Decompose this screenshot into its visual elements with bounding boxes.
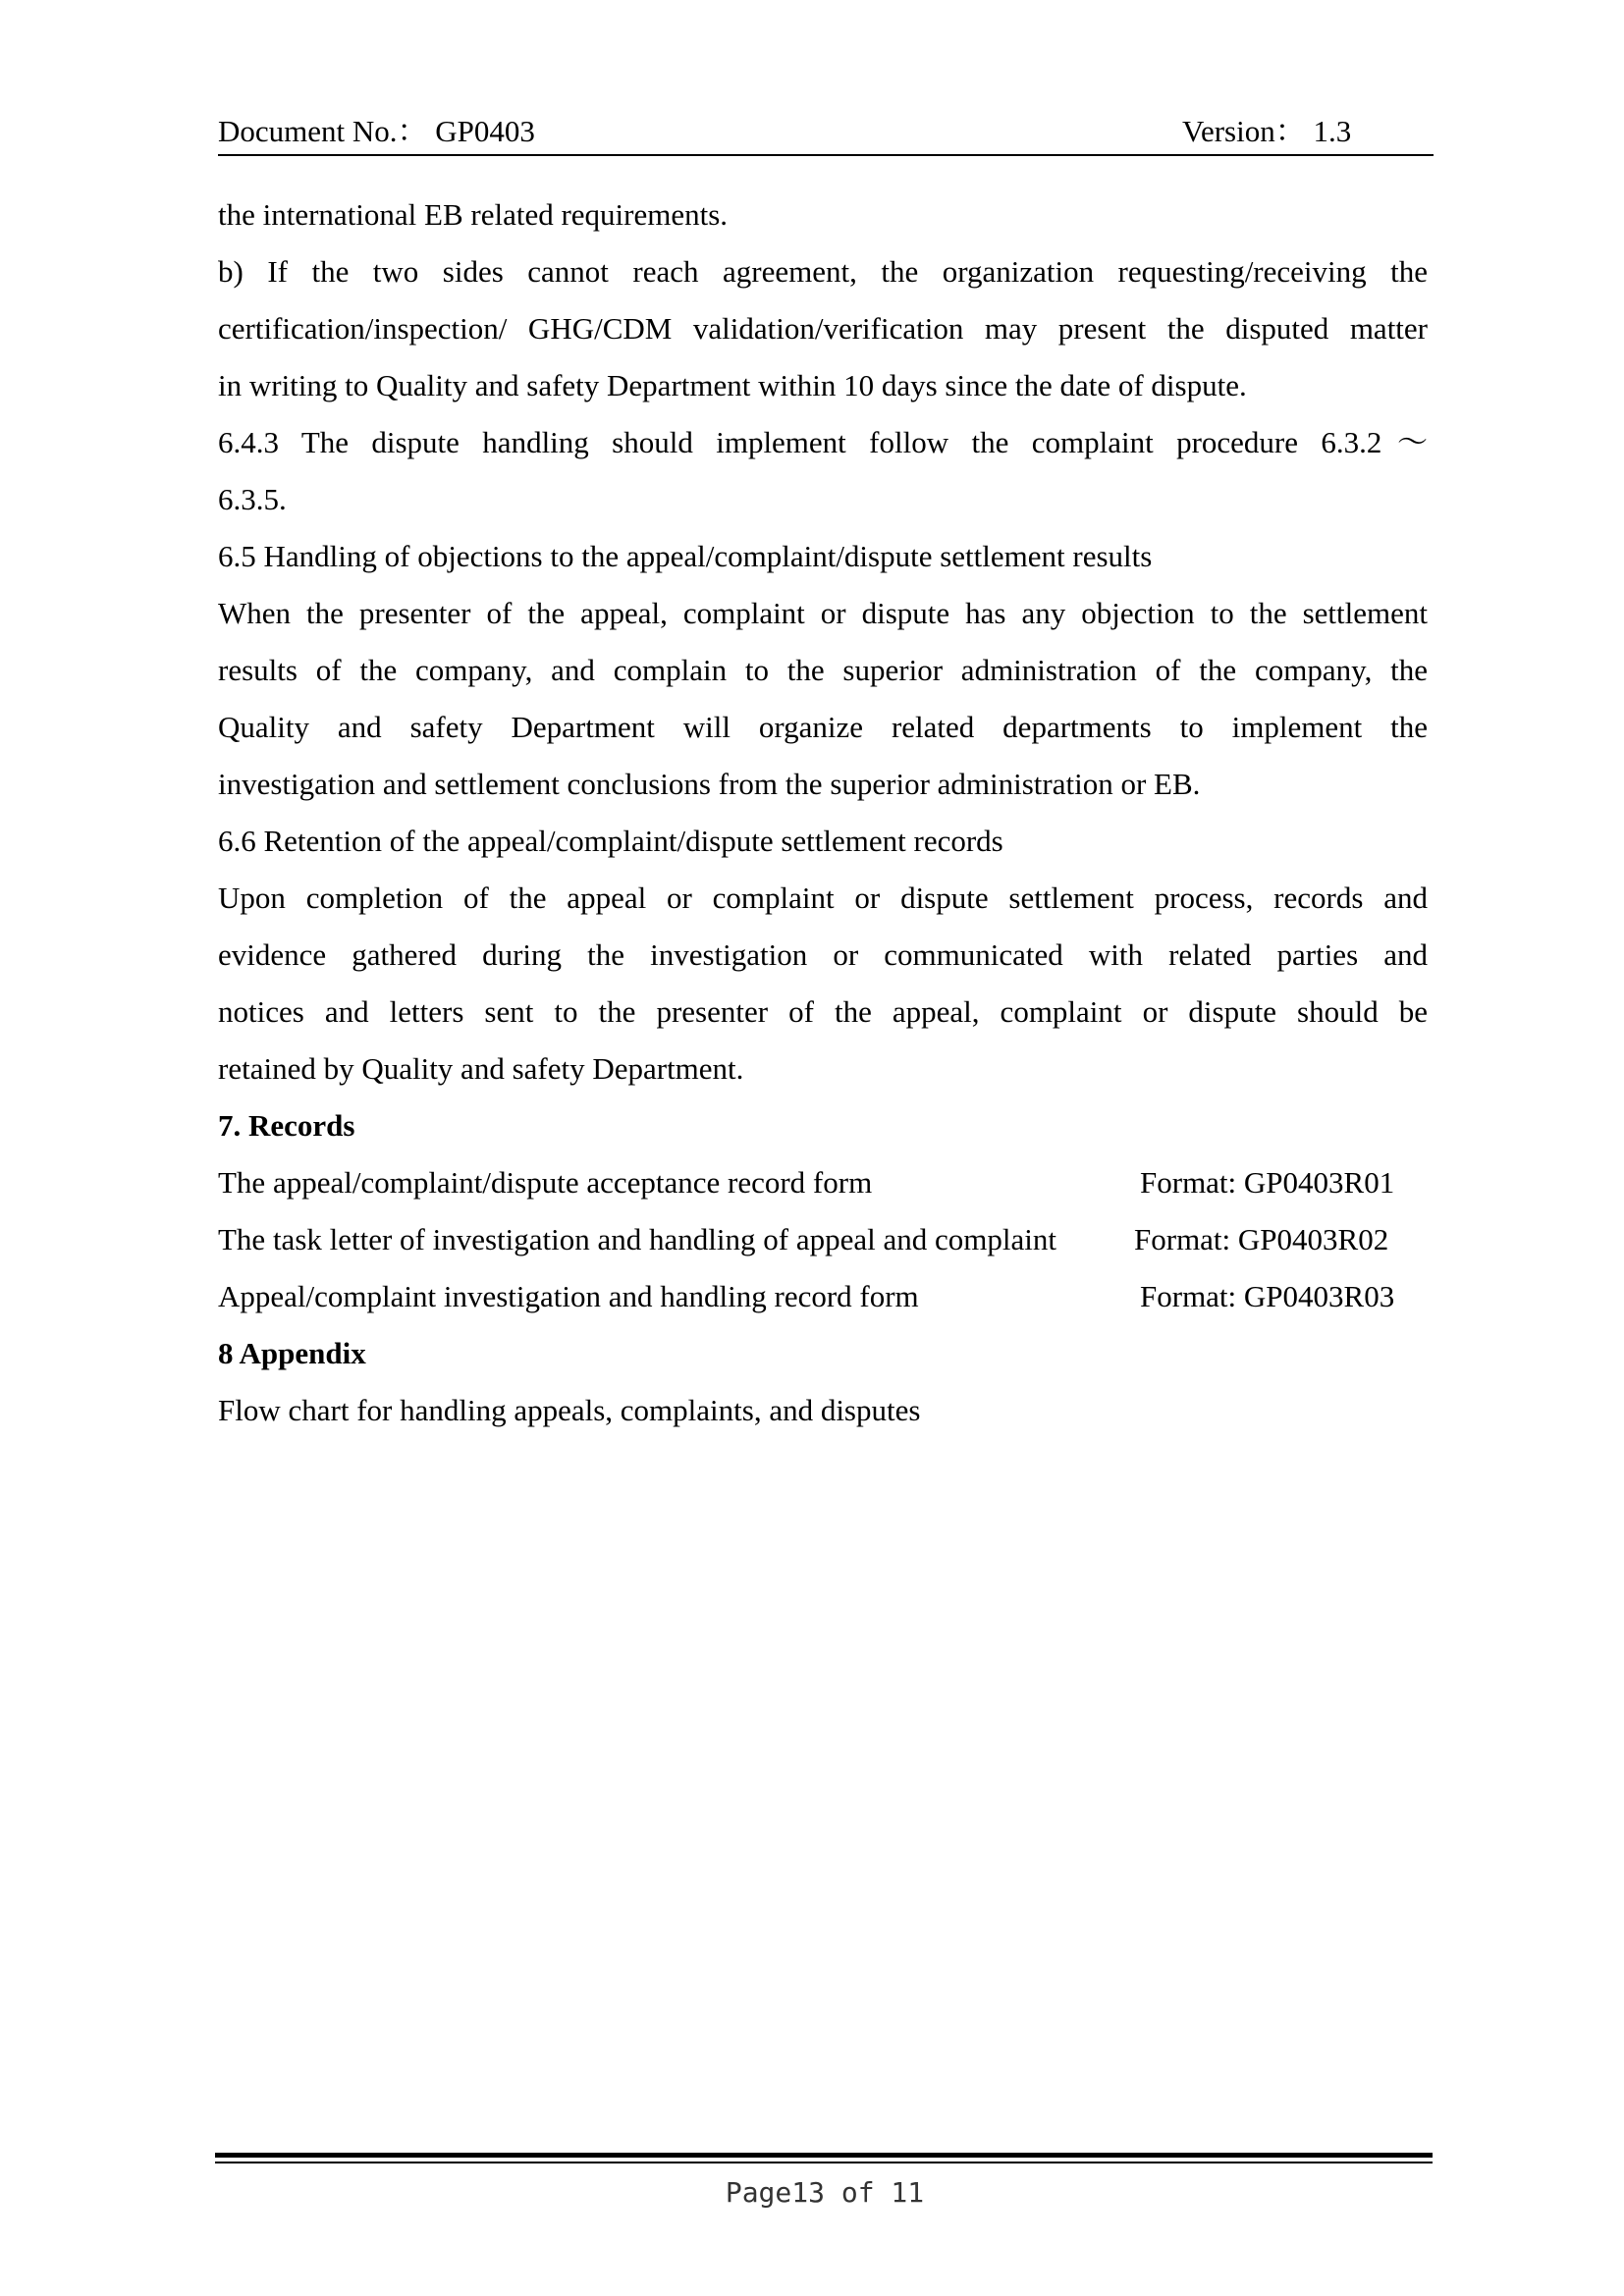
record-format: Format: GP0403R02 [1134,1222,1389,1256]
records-heading: 7. Records [218,1108,355,1143]
body-line: evidence gathered during the investigation or communicated with related parties and [218,937,1428,972]
body-line: the international EB related requirements. [218,197,729,232]
body-line: certification/inspection/ GHG/CDM validation/verification may present the disputed matter [218,311,1428,346]
body-line: notices and letters sent to the presenter of the appeal, complaint or dispute should be [218,994,1428,1029]
body-line: results of the company, and complain to the superior administration of the company, the [218,653,1428,687]
body-line: Quality and safety Department will organize related departments to implement the [218,710,1428,744]
body-line: retained by Quality and safety Department. [218,1051,744,1086]
body-line: When the presenter of the appeal, complaint or dispute has any objection to the settlement [218,596,1428,630]
body-line: in writing to Quality and safety Department within 10 days since the date of dispute. [218,368,1247,402]
record-name: The appeal/complaint/dispute acceptance record form [218,1165,873,1200]
page-number: Page13 of 11 [725,2176,925,2209]
body-line: 6.3.5. [218,482,287,516]
body-line: b) If the two sides cannot reach agreement, the organization requesting/receiving the [218,254,1428,289]
section-heading-6-5: 6.5 Handling of objections to the appeal/complaint/dispute settlement results [218,539,1153,573]
body-line: Upon completion of the appeal or complaint or dispute settlement process, records and [218,881,1428,915]
record-format: Format: GP0403R01 [1140,1165,1395,1200]
footer-divider-thick [215,2153,1433,2158]
record-format: Format: GP0403R03 [1140,1279,1395,1313]
record-name: Appeal/complaint investigation and handling record form [218,1279,919,1313]
document-body [218,187,1428,1439]
document-number: Document No.： GP0403 [218,114,535,148]
header-divider [218,154,1434,156]
body-line: 6.4.3 The dispute handling should implement follow the complaint procedure 6.3.2～ [218,425,1428,459]
footer-divider-thin [215,2162,1433,2163]
record-item [218,1154,1428,1211]
page-header [218,110,1434,153]
body-line: investigation and settlement conclusions from the superior administration or EB. [218,767,1201,801]
document-version: Version： 1.3 [1182,114,1352,148]
record-item [218,1211,1428,1268]
record-item [218,1268,1428,1325]
section-heading-6-6: 6.6 Retention of the appeal/complaint/dispute settlement records [218,824,1003,858]
record-name: The task letter of investigation and handling of appeal and complaint [218,1222,1056,1256]
appendix-heading: 8 Appendix [218,1336,366,1370]
appendix-text: Flow chart for handling appeals, complaints, and disputes [218,1393,921,1427]
